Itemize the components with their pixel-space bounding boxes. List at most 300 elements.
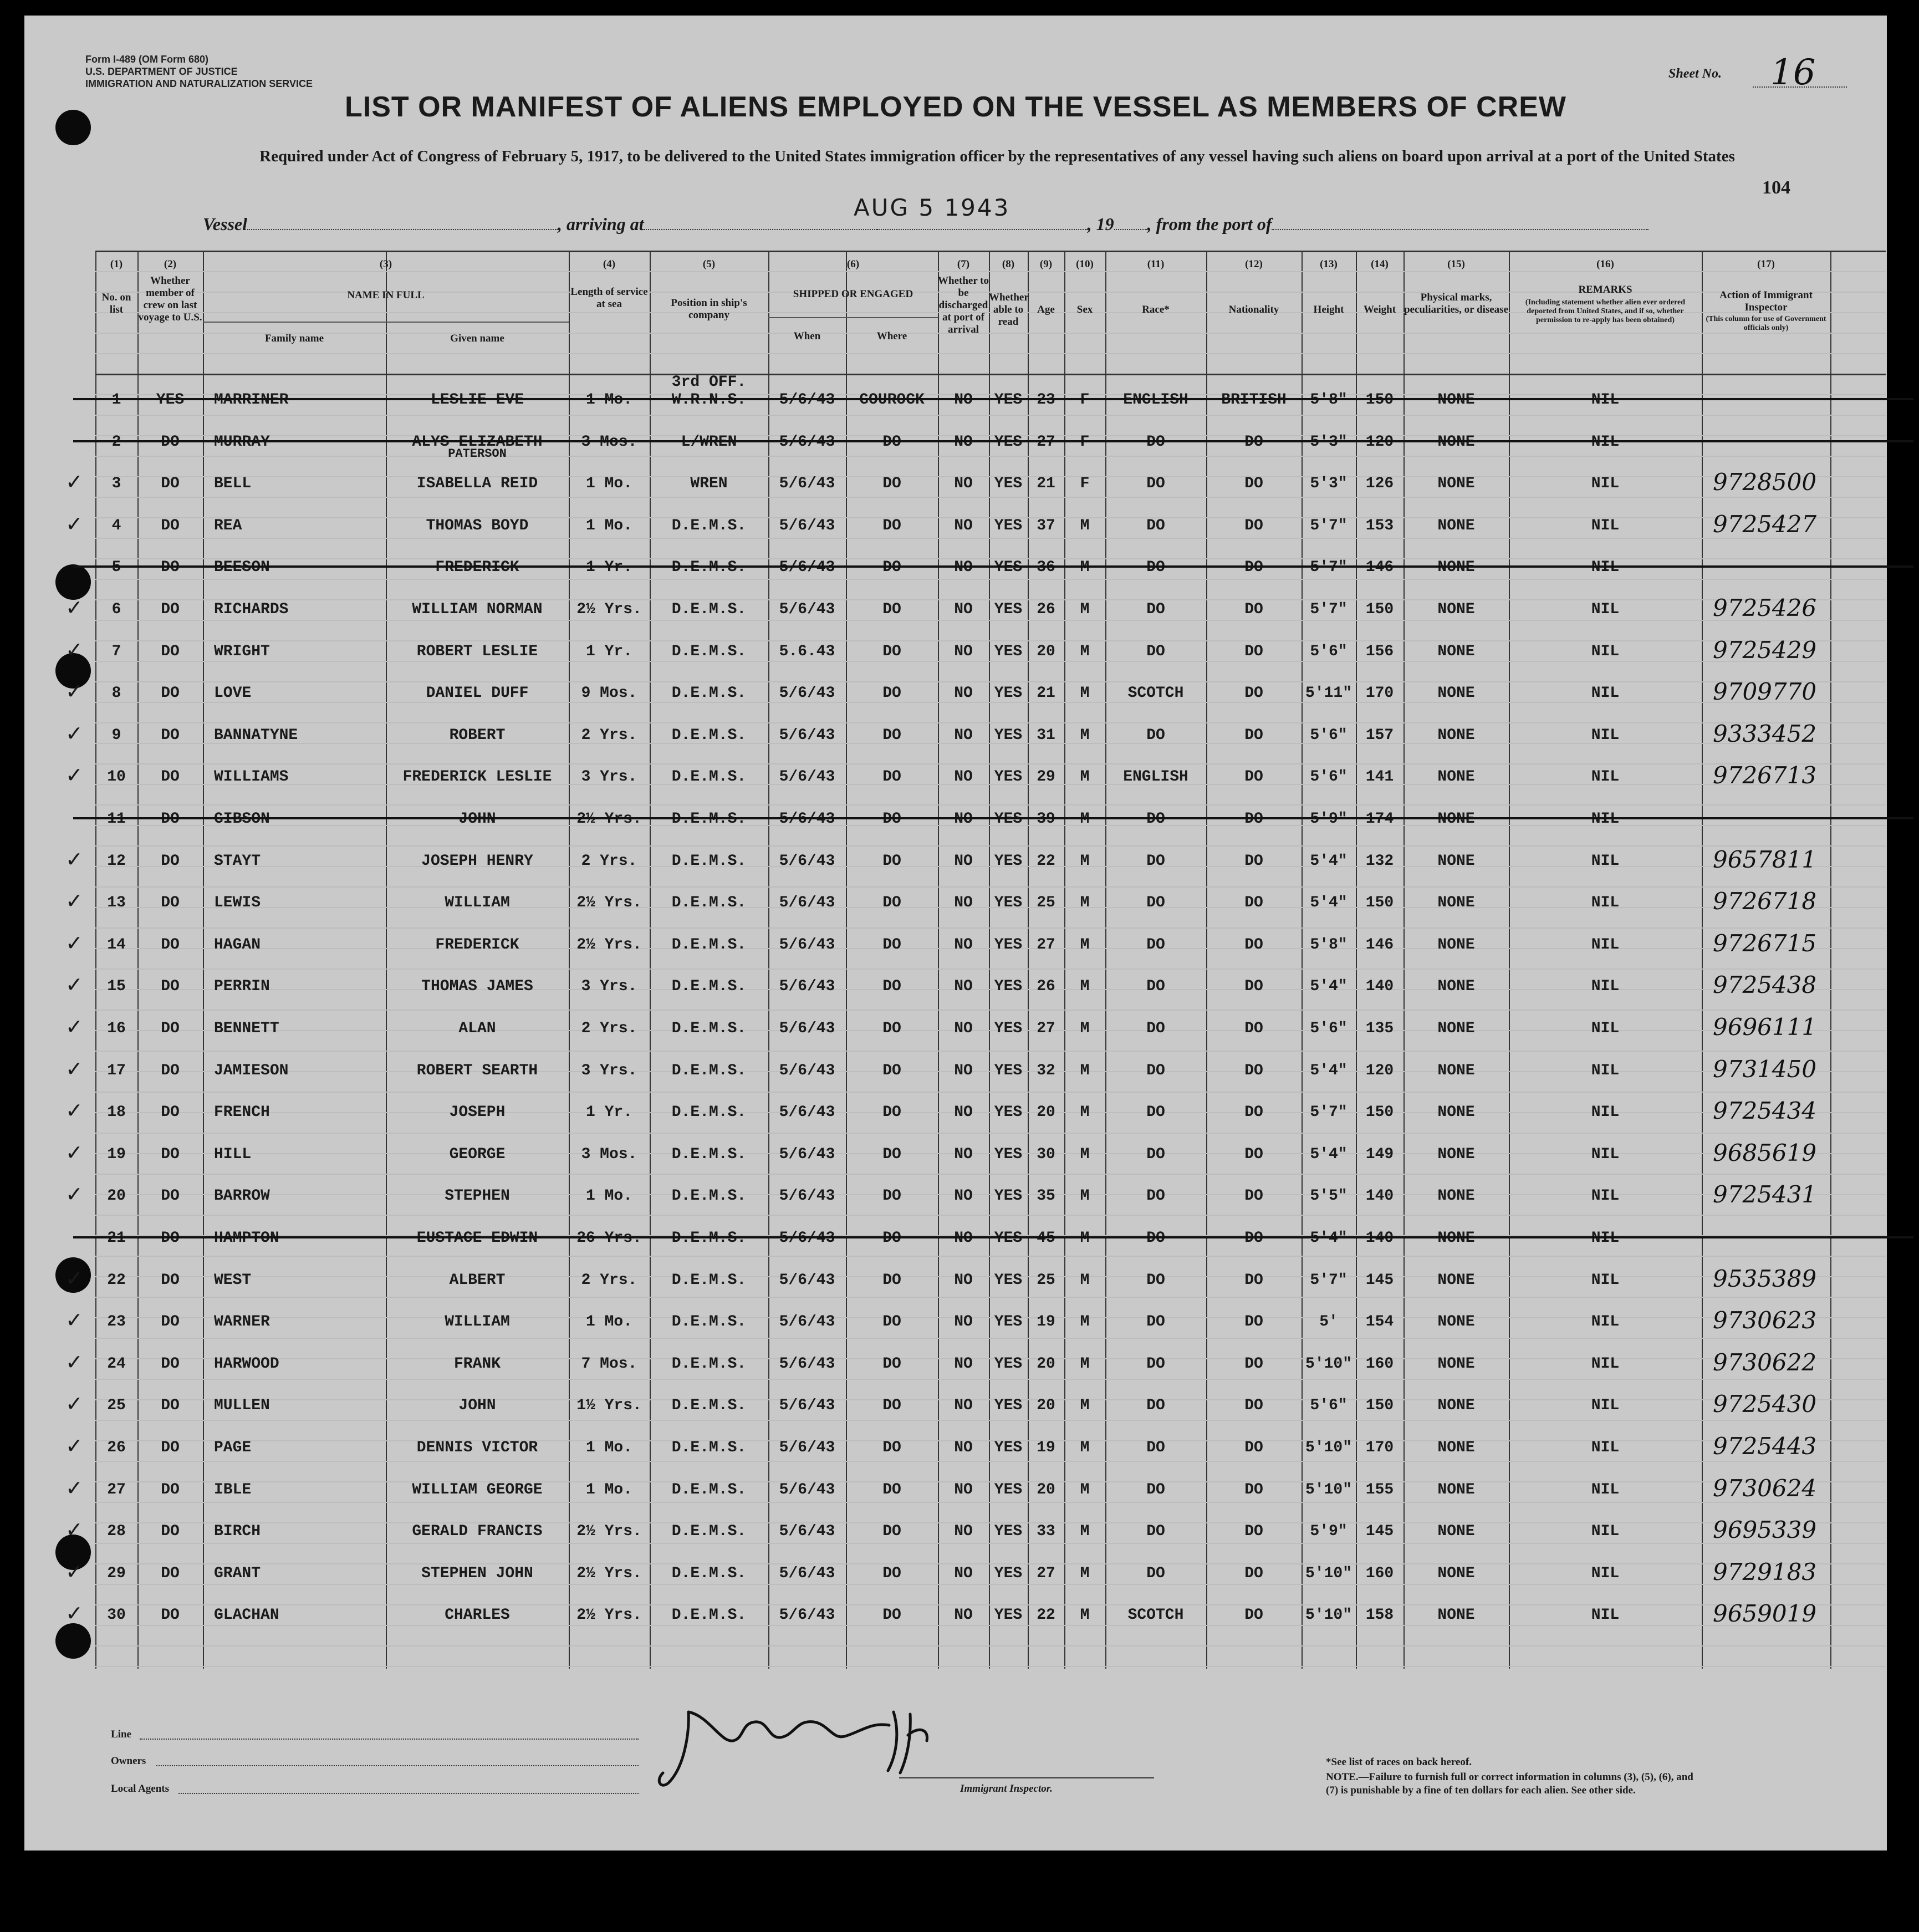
cell-disch: NO <box>954 1439 973 1456</box>
header-inspector-action: Action of Immigrant Inspector <box>1719 289 1813 313</box>
cell-age: 39 <box>1037 810 1055 828</box>
cell-rem: NIL <box>1591 1187 1620 1205</box>
cell-race: DO <box>1146 601 1165 618</box>
cell-position: D.E.M.S. <box>671 1397 747 1415</box>
cell-position: D.E.M.S. <box>671 1145 747 1163</box>
cell-given: STEPHEN <box>445 1187 510 1205</box>
cell-position: D.E.M.S. <box>671 685 747 702</box>
table-row <box>65 1258 1886 1299</box>
cell-read: YES <box>994 894 1023 912</box>
inspector-action-number: 9333452 <box>1713 720 1817 747</box>
cell-member: DO <box>161 810 180 828</box>
cell-given: THOMAS BOYD <box>426 517 529 534</box>
strikethrough-line <box>73 817 1913 819</box>
cell-nat: BRITISH <box>1221 391 1287 409</box>
cell-nat: DO <box>1244 1230 1263 1247</box>
cell-where: DO <box>882 1313 901 1331</box>
cell-when: 5/6/43 <box>779 601 835 618</box>
department: U.S. DEPARTMENT OF JUSTICE <box>85 66 238 77</box>
cell-position: D.E.M.S. <box>671 1355 747 1373</box>
cell-member: DO <box>161 1397 180 1415</box>
arriving-date-field <box>877 216 1088 230</box>
cell-read: YES <box>994 601 1023 618</box>
cell-read: YES <box>994 517 1023 534</box>
cell-height: 5'6" <box>1310 768 1348 786</box>
cell-given: FRANK <box>453 1355 501 1373</box>
table-row <box>65 1174 1886 1215</box>
arriving-label: , arriving at <box>558 214 644 234</box>
cell-disch: NO <box>954 936 973 954</box>
cell-sex: M <box>1080 1271 1090 1289</box>
cell-weight: 150 <box>1365 1104 1394 1122</box>
cell-height: 5'6" <box>1310 1397 1348 1415</box>
cell-when: 5/6/43 <box>779 1607 835 1624</box>
cell-no: 13 <box>107 894 126 912</box>
cell-family: IBLE <box>214 1481 252 1498</box>
cell-position: D.E.M.S. <box>671 1271 747 1289</box>
cell-disch: NO <box>954 1523 973 1541</box>
cell-where: DO <box>882 1145 901 1163</box>
cell-member: DO <box>161 768 180 786</box>
header-weight: Weight <box>1363 304 1396 315</box>
col-number: (11) <box>1147 258 1165 270</box>
cell-no: 17 <box>107 1062 126 1079</box>
header-when: When <box>793 330 821 342</box>
checkmark-icon: ✓ <box>65 847 83 871</box>
header-remarks-note: (Including statement whether alien ever ordered deported from United States, and if so, whether permission to re-apply has been obtained) <box>1525 298 1686 324</box>
cell-position: W.R.N.S. <box>671 391 747 409</box>
cell-position: D.E.M.S. <box>671 810 747 828</box>
cell-where: DO <box>882 475 901 493</box>
cell-when: 5/6/43 <box>779 475 835 493</box>
header-nationality: Nationality <box>1228 304 1279 315</box>
cell-rem: NIL <box>1591 1145 1620 1163</box>
cell-where: GOUROCK <box>859 391 925 409</box>
cell-service: 1 Mo. <box>585 1439 632 1456</box>
cell-height: 5'4" <box>1310 1230 1348 1247</box>
cell-height: 5'4" <box>1310 1145 1348 1163</box>
cell-height: 5'10" <box>1305 1355 1352 1373</box>
cell-sex: M <box>1080 978 1090 996</box>
cell-no: 30 <box>107 1607 126 1624</box>
cell-given: FREDERICK <box>435 936 519 954</box>
punch-hole <box>55 1623 91 1659</box>
cell-weight: 145 <box>1365 1523 1394 1541</box>
cell-read: YES <box>994 768 1023 786</box>
cell-family: BEESON <box>214 559 270 577</box>
cell-where: DO <box>882 1230 901 1247</box>
cell-member: DO <box>161 1564 180 1582</box>
cell-position: D.E.M.S. <box>671 1439 747 1456</box>
inspector-signature <box>650 1690 971 1801</box>
punch-hole <box>55 564 91 600</box>
table-row <box>95 797 1886 838</box>
inspector-action-number: 9725426 <box>1713 594 1817 621</box>
col-number: (12) <box>1245 258 1263 270</box>
cell-phys: NONE <box>1437 1020 1475 1037</box>
cell-phys: NONE <box>1437 517 1475 534</box>
cell-read: YES <box>994 1271 1023 1289</box>
cell-weight: 146 <box>1365 936 1394 954</box>
cell-race: DO <box>1146 1020 1165 1037</box>
cell-weight: 155 <box>1365 1481 1394 1498</box>
cell-family: MARRINER <box>214 391 289 409</box>
cell-given: JOSEPH <box>449 1104 506 1122</box>
cell-rem: NIL <box>1591 1313 1620 1331</box>
cell-weight: 120 <box>1365 1062 1394 1079</box>
inspector-action-number: 9725429 <box>1713 636 1817 664</box>
cell-disch: NO <box>954 1145 973 1163</box>
cell-nat: DO <box>1244 643 1263 660</box>
cell-phys: NONE <box>1437 894 1475 912</box>
table-row <box>95 1216 1886 1257</box>
cell-nat: DO <box>1244 1145 1263 1163</box>
cell-rem: NIL <box>1591 391 1620 409</box>
cell-phys: NONE <box>1437 1271 1475 1289</box>
cell-family: GIBSON <box>214 810 270 828</box>
cell-age: 32 <box>1037 1062 1055 1079</box>
cell-read: YES <box>994 1564 1023 1582</box>
cell-race: ENGLISH <box>1123 768 1188 786</box>
cell-family: HAGAN <box>214 936 261 954</box>
checkmark-icon: ✓ <box>65 1475 83 1500</box>
cell-when: 5/6/43 <box>779 1564 835 1582</box>
cell-when: 5/6/43 <box>779 685 835 702</box>
cell-disch: NO <box>954 601 973 618</box>
cell-given: JOSEPH HENRY <box>421 852 533 870</box>
inspector-action-number: 9726718 <box>1713 888 1817 915</box>
cell-disch: NO <box>954 559 973 577</box>
cell-service: 1 Yr. <box>585 1104 632 1122</box>
table-row <box>65 713 1886 755</box>
cell-when: 5/6/43 <box>779 894 835 912</box>
cell-weight: 158 <box>1365 1607 1394 1624</box>
cell-read: YES <box>994 1230 1023 1247</box>
table-row <box>65 965 1886 1006</box>
checkmark-icon: ✓ <box>65 1266 83 1291</box>
cell-phys: NONE <box>1437 978 1475 996</box>
cell-age: 27 <box>1037 1020 1055 1037</box>
cell-position: D.E.M.S. <box>671 601 747 618</box>
cell-position: D.E.M.S. <box>671 559 747 577</box>
checkmark-icon: ✓ <box>65 637 83 662</box>
cell-service: 1 Yr. <box>585 559 632 577</box>
row-rule <box>95 251 1886 252</box>
cell-age: 31 <box>1037 726 1055 744</box>
table-row <box>65 1342 1886 1383</box>
header-height: Height <box>1313 304 1344 315</box>
cell-sex: M <box>1080 768 1090 786</box>
cell-given: EUSTACE EDWIN <box>416 1230 538 1247</box>
cell-age: 26 <box>1037 978 1055 996</box>
cell-rem: NIL <box>1591 517 1620 534</box>
owners-field <box>156 1765 639 1766</box>
cell-member: DO <box>161 1355 180 1373</box>
cell-disch: NO <box>954 1481 973 1498</box>
cell-read: YES <box>994 1523 1023 1541</box>
table-row <box>65 923 1886 964</box>
cell-age: 21 <box>1037 685 1055 702</box>
cell-when: 5/6/43 <box>779 978 835 996</box>
cell-height: 5'7" <box>1310 517 1348 534</box>
cell-race: DO <box>1146 1313 1165 1331</box>
cell-service: 1 Mo. <box>585 1313 632 1331</box>
inspector-action-number: 9731450 <box>1713 1055 1817 1083</box>
cell-when: 5/6/43 <box>779 1271 835 1289</box>
cell-family: MURRAY <box>214 433 270 451</box>
cell-when: 5/6/43 <box>779 391 835 409</box>
line-label: Line <box>111 1729 131 1740</box>
cell-race: DO <box>1146 475 1165 493</box>
cell-member: DO <box>161 1230 180 1247</box>
header-rule <box>768 317 938 318</box>
cell-service: 2 Yrs. <box>581 1271 637 1289</box>
cell-sex: M <box>1080 559 1090 577</box>
cell-given: WILLIAM <box>445 1313 510 1331</box>
header-position: Position in ship's company <box>671 297 747 321</box>
header-family-name: Family name <box>264 333 324 344</box>
inspector-action-number: 9685619 <box>1713 1139 1817 1166</box>
cell-position: D.E.M.S. <box>671 1564 747 1582</box>
cell-race: DO <box>1146 559 1165 577</box>
cell-weight: 140 <box>1365 1187 1394 1205</box>
cell-phys: NONE <box>1437 1187 1475 1205</box>
cell-sex: M <box>1080 517 1090 534</box>
cell-position: D.E.M.S. <box>671 517 747 534</box>
cell-position: D.E.M.S. <box>671 1104 747 1122</box>
cell-weight: 170 <box>1365 1439 1394 1456</box>
cell-family: GLACHAN <box>214 1607 279 1624</box>
cell-service: 3 Yrs. <box>581 1062 637 1079</box>
cell-read: YES <box>994 1397 1023 1415</box>
cell-service: 2½ Yrs. <box>576 1523 642 1541</box>
cell-read: YES <box>994 936 1023 954</box>
cell-position: WREN <box>690 475 728 493</box>
cell-weight: 126 <box>1365 475 1394 493</box>
header-length-of-service: Length of service at sea <box>570 286 648 310</box>
cell-height: 5'8" <box>1310 391 1348 409</box>
cell-height: 5'5" <box>1310 1187 1348 1205</box>
cell-age: 45 <box>1037 1230 1055 1247</box>
header-sex: Sex <box>1076 304 1093 315</box>
cell-given: JOHN <box>458 1397 496 1415</box>
cell-phys: NONE <box>1437 1523 1475 1541</box>
inspector-action-number: 9725431 <box>1713 1181 1817 1209</box>
inspector-action-number: 9730622 <box>1713 1348 1817 1376</box>
cell-phys: NONE <box>1437 475 1475 493</box>
cell-nat: DO <box>1244 475 1263 493</box>
cell-position: D.E.M.S. <box>671 643 747 660</box>
cell-nat: DO <box>1244 1564 1263 1582</box>
cell-service: 2 Yrs. <box>581 1020 637 1037</box>
line-field <box>140 1739 639 1740</box>
cell-race: DO <box>1146 1104 1165 1122</box>
cell-position: D.E.M.S. <box>671 726 747 744</box>
strikethrough-line <box>73 440 1913 442</box>
table-row <box>65 1552 1886 1593</box>
cell-where: DO <box>882 1104 901 1122</box>
cell-phys: NONE <box>1437 936 1475 954</box>
cell-family: REA <box>214 517 242 534</box>
col-number: (16) <box>1596 258 1614 270</box>
cell-position: L/WREN <box>681 433 737 451</box>
cell-sex: M <box>1080 1481 1090 1498</box>
cell-sex: M <box>1080 1020 1090 1037</box>
checkmark-icon: ✓ <box>65 1517 83 1542</box>
cell-age: 29 <box>1037 768 1055 786</box>
cell-age: 20 <box>1037 1481 1055 1498</box>
cell-disch: NO <box>954 1397 973 1415</box>
cell-height: 5'3" <box>1310 475 1348 493</box>
cell-disch: NO <box>954 1020 973 1037</box>
cell-rem: NIL <box>1591 1397 1620 1415</box>
cell-disch: NO <box>954 1564 973 1582</box>
cell-rem: NIL <box>1591 1020 1620 1037</box>
cell-race: DO <box>1146 1397 1165 1415</box>
cell-sex: M <box>1080 810 1090 828</box>
cell-given: ISABELLA REID <box>416 475 538 493</box>
cell-weight: 170 <box>1365 685 1394 702</box>
cell-nat: DO <box>1244 1020 1263 1037</box>
cell-sex: M <box>1080 852 1090 870</box>
cell-nat: DO <box>1244 433 1263 451</box>
cell-age: 22 <box>1037 1607 1055 1624</box>
cell-weight: 132 <box>1365 852 1394 870</box>
cell-phys: NONE <box>1437 1481 1475 1498</box>
cell-family: HAMPTON <box>214 1230 279 1247</box>
cell-where: DO <box>882 1439 901 1456</box>
cell-family: PERRIN <box>214 978 270 996</box>
cell-where: DO <box>882 852 901 870</box>
cell-rem: NIL <box>1591 852 1620 870</box>
cell-when: 5/6/43 <box>779 1523 835 1541</box>
inspector-action-number: 9725438 <box>1713 971 1817 999</box>
cell-where: DO <box>882 643 901 660</box>
cell-weight: 140 <box>1365 978 1394 996</box>
from-port-field <box>1272 216 1648 230</box>
cell-position: D.E.M.S. <box>671 1187 747 1205</box>
cell-sex: M <box>1080 936 1090 954</box>
cell-rem: NIL <box>1591 559 1620 577</box>
cell-race: DO <box>1146 936 1165 954</box>
cell-family: BELL <box>214 475 252 493</box>
cell-when: 5/6/43 <box>779 1439 835 1456</box>
cell-read: YES <box>994 1607 1023 1624</box>
cell-rem: NIL <box>1591 1607 1620 1624</box>
local-agents-label: Local Agents <box>111 1783 170 1795</box>
cell-no: 29 <box>107 1564 126 1582</box>
inspector-action-number: 9659019 <box>1713 1600 1817 1628</box>
cell-given-second-line: PATERSON <box>448 446 507 461</box>
cell-no: 4 <box>111 517 121 534</box>
cell-given: ALBERT <box>449 1271 506 1289</box>
cell-service: 2 Yrs. <box>581 852 637 870</box>
cell-member: DO <box>161 1187 180 1205</box>
inspector-action-number: 9709770 <box>1713 678 1817 706</box>
cell-no: 6 <box>111 601 121 618</box>
cell-nat: DO <box>1244 601 1263 618</box>
cell-when: 5/6/43 <box>779 1145 835 1163</box>
cell-no: 21 <box>107 1230 126 1247</box>
cell-family: FRENCH <box>214 1104 270 1122</box>
cell-when: 5/6/43 <box>779 810 835 828</box>
cell-age: 20 <box>1037 1355 1055 1373</box>
cell-where: DO <box>882 810 901 828</box>
cell-given: DANIEL DUFF <box>426 685 529 702</box>
cell-phys: NONE <box>1437 810 1475 828</box>
checkmark-icon: ✓ <box>65 1601 83 1626</box>
cell-phys: NONE <box>1437 1104 1475 1122</box>
row-rule <box>95 1645 1886 1646</box>
cell-weight: 141 <box>1365 768 1394 786</box>
table-row <box>65 1510 1886 1551</box>
cell-no: 11 <box>107 810 126 828</box>
cell-phys: NONE <box>1437 1355 1475 1373</box>
cell-when: 5/6/43 <box>779 1187 835 1205</box>
cell-no: 9 <box>111 726 121 744</box>
cell-nat: DO <box>1244 1271 1263 1289</box>
cell-sex: F <box>1080 391 1090 409</box>
cell-when: 5/6/43 <box>779 517 835 534</box>
cell-race: DO <box>1146 433 1165 451</box>
cell-given: ROBERT SEARTH <box>416 1062 538 1079</box>
cell-height: 5'10" <box>1305 1439 1352 1456</box>
cell-race: DO <box>1146 894 1165 912</box>
cell-sex: F <box>1080 433 1090 451</box>
cell-position-rank: 3rd OFF. <box>671 374 747 391</box>
cell-member: DO <box>161 475 180 493</box>
cell-nat: DO <box>1244 1062 1263 1079</box>
cell-service: 1 Yr. <box>585 643 632 660</box>
cell-nat: DO <box>1244 1397 1263 1415</box>
arriving-field <box>644 216 877 230</box>
cell-read: YES <box>994 433 1023 451</box>
cell-weight: 153 <box>1365 517 1394 534</box>
cell-position: D.E.M.S. <box>671 1523 747 1541</box>
cell-position: D.E.M.S. <box>671 1313 747 1331</box>
cell-sex: M <box>1080 1104 1090 1122</box>
strikethrough-line <box>73 1236 1913 1238</box>
cell-family: WEST <box>214 1271 252 1289</box>
cell-disch: NO <box>954 475 973 493</box>
page-number: 104 <box>1762 177 1790 198</box>
cell-phys: NONE <box>1437 1397 1475 1415</box>
cell-service: 1 Mo. <box>585 517 632 534</box>
header-able-to-read: Whether able to read <box>989 292 1029 328</box>
cell-family: BENNETT <box>214 1020 279 1037</box>
cell-nat: DO <box>1244 1523 1263 1541</box>
cell-nat: DO <box>1244 810 1263 828</box>
cell-sex: M <box>1080 1397 1090 1415</box>
year-field <box>1114 216 1147 230</box>
cell-rem: NIL <box>1591 1564 1620 1582</box>
vessel-line <box>203 214 1648 235</box>
cell-nat: DO <box>1244 559 1263 577</box>
cell-member: DO <box>161 1145 180 1163</box>
cell-weight: 120 <box>1365 433 1394 451</box>
cell-where: DO <box>882 1481 901 1498</box>
cell-member: YES <box>156 391 185 409</box>
checkmark-icon: ✓ <box>65 1140 83 1165</box>
cell-family: WARNER <box>214 1313 270 1331</box>
cell-position: D.E.M.S. <box>671 1020 747 1037</box>
cell-race: DO <box>1146 1062 1165 1079</box>
cell-age: 20 <box>1037 1397 1055 1415</box>
cell-phys: NONE <box>1437 726 1475 744</box>
cell-disch: NO <box>954 1230 973 1247</box>
cell-race: DO <box>1146 1564 1165 1582</box>
cell-member: DO <box>161 852 180 870</box>
